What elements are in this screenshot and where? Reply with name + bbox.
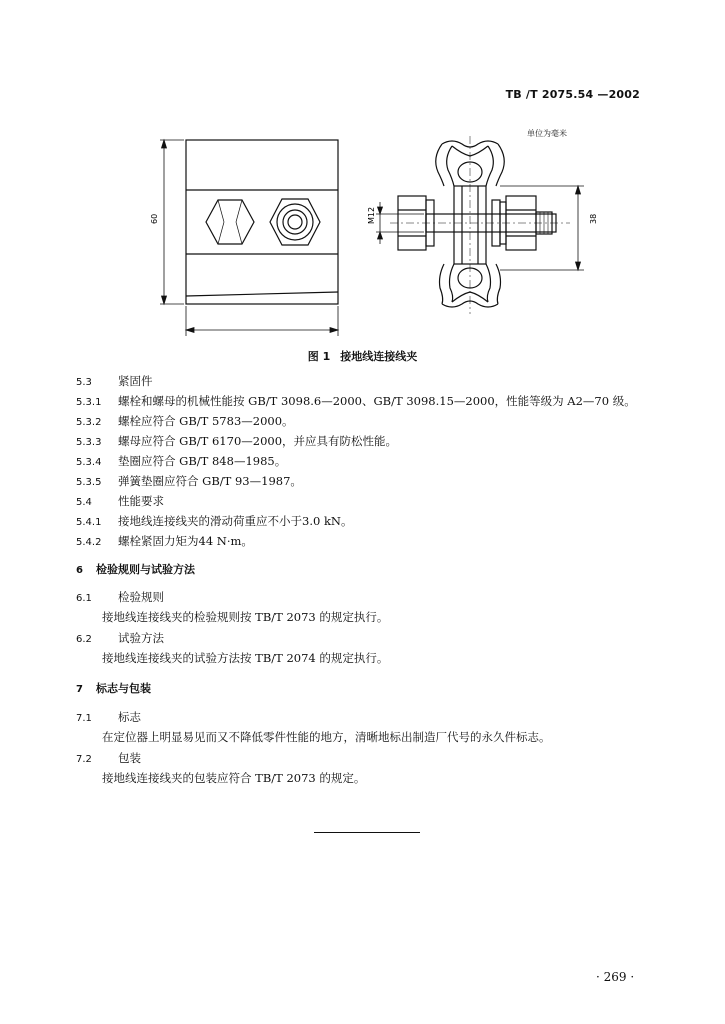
end-rule (314, 832, 420, 833)
clause-line: 5.3.3 螺母应符合 GB/T 6170—2000，并应具有防松性能。 (76, 434, 398, 448)
unit-note: 单位为毫米 (527, 129, 567, 138)
section-heading-7: 7 标志与包装 (76, 682, 151, 695)
clause-line: 5.3.5 弹簧垫圈应符合 GB/T 93—1987。 (76, 474, 302, 488)
clamp-side-view (398, 141, 556, 307)
clause-line: 5.3.1 螺栓和螺母的机械性能按 GB/T 3098.6—2000、GB/T 3098.15—2000，性能等级为 A2—70 级。 (76, 394, 636, 408)
dim-bolt-label: M12 (367, 206, 376, 224)
dim-height-line (160, 140, 184, 304)
dim-span-label: 38 (589, 213, 598, 224)
page-number: · 269 · (596, 970, 635, 984)
clause-line: 7.2 包装 (76, 751, 141, 765)
clause-text: 接地线连接线夹的试验方法按 TB/T 2074 的规定执行。 (102, 651, 389, 665)
dim-width-line (186, 306, 338, 336)
clause-text: 接地线连接线夹的检验规则按 TB/T 2073 的规定执行。 (102, 610, 389, 624)
dim-bolt-line (376, 202, 424, 244)
clause-line: 5.4.2 螺栓紧固力矩为44 N·m。 (76, 534, 253, 548)
clamp-drawing (140, 136, 600, 344)
clause-line: 7.1 标志 (76, 710, 141, 724)
clause-line: 6.1 检验规则 (76, 590, 164, 604)
caption-title: 接地线连接线夹 (340, 350, 418, 363)
clause-line: 5.4.1 接地线连接线夹的滑动荷重应不小于3.0 kN。 (76, 514, 353, 528)
dim-height-label: 60 (150, 213, 159, 224)
caption-number: 图 1 (307, 350, 331, 363)
clause-line: 5.3 紧固件 (76, 374, 153, 388)
clause-line: 5.3.2 螺栓应符合 GB/T 5783—2000。 (76, 414, 294, 428)
dim-span-line (500, 186, 584, 270)
clamp-front-view (186, 140, 338, 304)
figure-caption (0, 348, 725, 364)
clause-line: 6.2 试验方法 (76, 631, 164, 645)
standard-code: TB /T 2075.54 —2002 (505, 88, 640, 101)
section-heading-6: 6 检验规则与试验方法 (76, 563, 195, 576)
clause-line: 5.4 性能要求 (76, 494, 164, 508)
clause-text: 接地线连接线夹的包装应符合 TB/T 2073 的规定。 (102, 771, 366, 785)
clause-text: 在定位器上明显易见而又不降低零件性能的地方，清晰地标出制造厂代号的永久件标志。 (102, 730, 551, 744)
clause-line: 5.3.4 垫圈应符合 GB/T 848—1985。 (76, 454, 287, 468)
